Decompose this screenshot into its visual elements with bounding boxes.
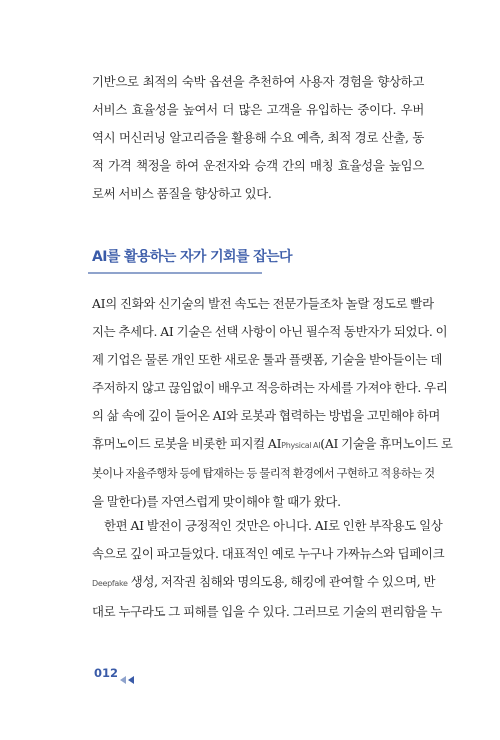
text-line: 기반으로 최적의 숙박 옵션을 추천하여 사용자 경험을 향상하고: [92, 74, 424, 89]
paragraph-ai-evolution: [92, 290, 453, 516]
text-line: AI의 진화와 신기술의 발전 속도는 전문가들조차 놀랄 정도로 빨라: [92, 296, 434, 311]
triangle-left-solid-icon: [128, 676, 134, 684]
text-line: 속으로 깊이 파고들었다. 대표적인 예로 누구나 가짜뉴스와 딥페이크: [92, 546, 445, 561]
text-run: 생성, 저작권 침해와 명의도용, 해킹에 관여할 수 있으며, 반: [127, 574, 436, 589]
text-line: 역시 머신러닝 알고리즘을 활용해 수요 예측, 최적 경로 산출, 동: [92, 130, 424, 145]
english-gloss: Deepfake: [92, 579, 128, 588]
text-line: [92, 568, 436, 598]
text-run: 휴머노이드 로봇을 비롯한 피지컬 AI: [92, 436, 282, 451]
text-line: 을 말한다)를 자연스럽게 맞이해야 할 때가 왔다.: [92, 494, 341, 509]
paragraph-ai-side-effects: [92, 512, 445, 626]
folio-arrow-icon: [120, 669, 136, 688]
triangle-left-outline-icon: [120, 676, 126, 684]
text-line: 지는 추세다. AI 기술은 선택 사항이 아닌 필수적 동반자가 되었다. 이: [92, 324, 448, 339]
english-gloss: Physical AI: [281, 441, 321, 450]
section-heading: AI를 활용하는 자가 기회를 잡는다: [92, 249, 292, 265]
text-line: 적 가격 책정을 하여 운전자와 승객 간의 매칭 효율성을 높임으: [92, 158, 424, 173]
text-line: 의 삶 속에 깊이 들어온 AI와 로봇과 협력하는 방법을 고민해야 하며: [92, 408, 441, 423]
paragraph-intro: [92, 68, 424, 208]
text-line: 주저하지 않고 끊임없이 배우고 적응하려는 자세를 가져야 한다. 우리: [92, 380, 448, 395]
text-line: 제 기업은 물론 개인 또한 새로운 툴과 플랫폼, 기술을 받아들이는 데: [92, 352, 443, 367]
text-run: (AI 기술을 휴머노이드 로: [320, 436, 453, 451]
page-number: 012: [94, 666, 119, 680]
text-line: 서비스 효율성을 높여서 더 많은 고객을 유입하는 중이다. 우버: [92, 102, 424, 117]
text-line-note: 봇이나 자율주행차 등에 탑재하는 등 물리적 환경에서 구현하고 적용하는 것: [92, 467, 435, 480]
text-line: 로써 서비스 품질을 향상하고 있다.: [92, 186, 272, 201]
heading-underline: [88, 272, 262, 274]
text-line: 대로 누구라도 그 피해를 입을 수 있다. 그러므로 기술의 편리함을 누: [92, 604, 443, 619]
text-line: 한편 AI 발전이 긍정적인 것만은 아니다. AI로 인한 부작용도 일상: [104, 518, 443, 533]
text-line: [92, 430, 453, 460]
